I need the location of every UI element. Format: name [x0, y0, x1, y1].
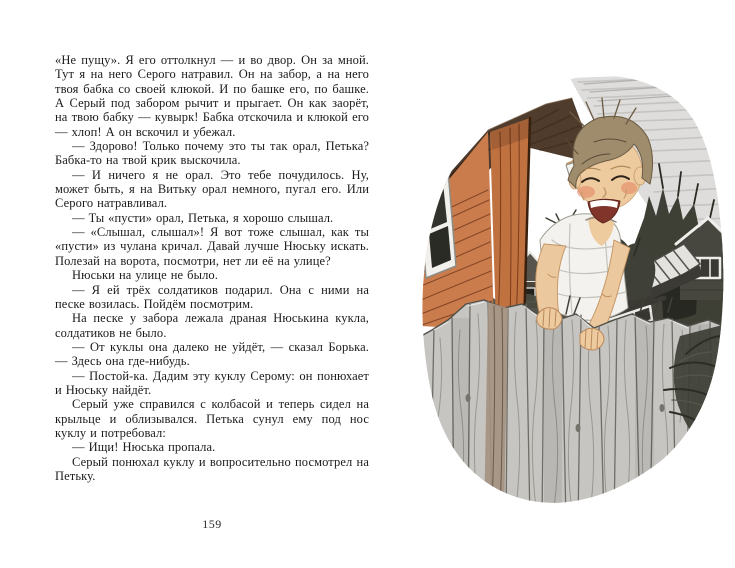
paragraph: — Постой-ка. Дадим эту куклу Серому: он понюхает и Нюську найдёт. [55, 368, 369, 397]
paragraph: — Здорово! Только почему это ты так орал, Петька? Бабка-то на твой крик выскочила. [55, 139, 369, 168]
paragraph: Серый уже справился с колбасой и теперь сидел на крыльце и облизывался. Петька сунул ему под нос куклу и потребовал: [55, 397, 369, 440]
paragraph: — Я ей трёх солдатиков подарил. Она с ними на песке возилась. Пойдём посмотрим. [55, 282, 369, 311]
paragraph: — И ничего я не орал. Это тебе почудилось. Ну, может быть, я на Витьку орал немного, пугал его. Или Серого натравливал. [55, 167, 369, 211]
text-column [55, 53, 369, 483]
page-number: 159 [202, 517, 222, 531]
paragraph: — Ты «пусти» орал, Петька, я хорошо слышал. [72, 210, 334, 225]
paragraph: Нюськи на улице не было. [72, 268, 218, 283]
paragraph: На песке у забора лежала драная Нюськина кукла, солдатиков не было. [55, 311, 369, 340]
paragraph: Серый понюхал куклу и вопросительно посмотрел на Петьку. [55, 454, 369, 483]
illustration-boy-over-fence [418, 68, 732, 524]
paragraph: — Ищи! Нюська пропала. [72, 440, 216, 455]
paragraph: — От куклы она далеко не уйдёт, — сказал Борька. — Здесь она где-нибудь. [55, 339, 369, 369]
paragraph: «Не пущу». Я его оттолкнул — и во двор. Он за мной. Тут я на него Серого натравил. Он на забор, а на него твоя бабка со своей клюкой. И по башке его, по башке. А Серый под забором рычит и прыгает. Он как заорёт, на твою бабку — кувырк! Бабка отскочила и клюкой его — хлоп! А он вскочил и убежал. [55, 53, 369, 139]
paragraph: — «Слышал, слышал»! Я вот тоже слышал, как ты «пусти» из чулана кричал. Давай лучше Нюську искать. Полезай на ворота, посмотри, нет ли её на улице? [55, 225, 369, 268]
